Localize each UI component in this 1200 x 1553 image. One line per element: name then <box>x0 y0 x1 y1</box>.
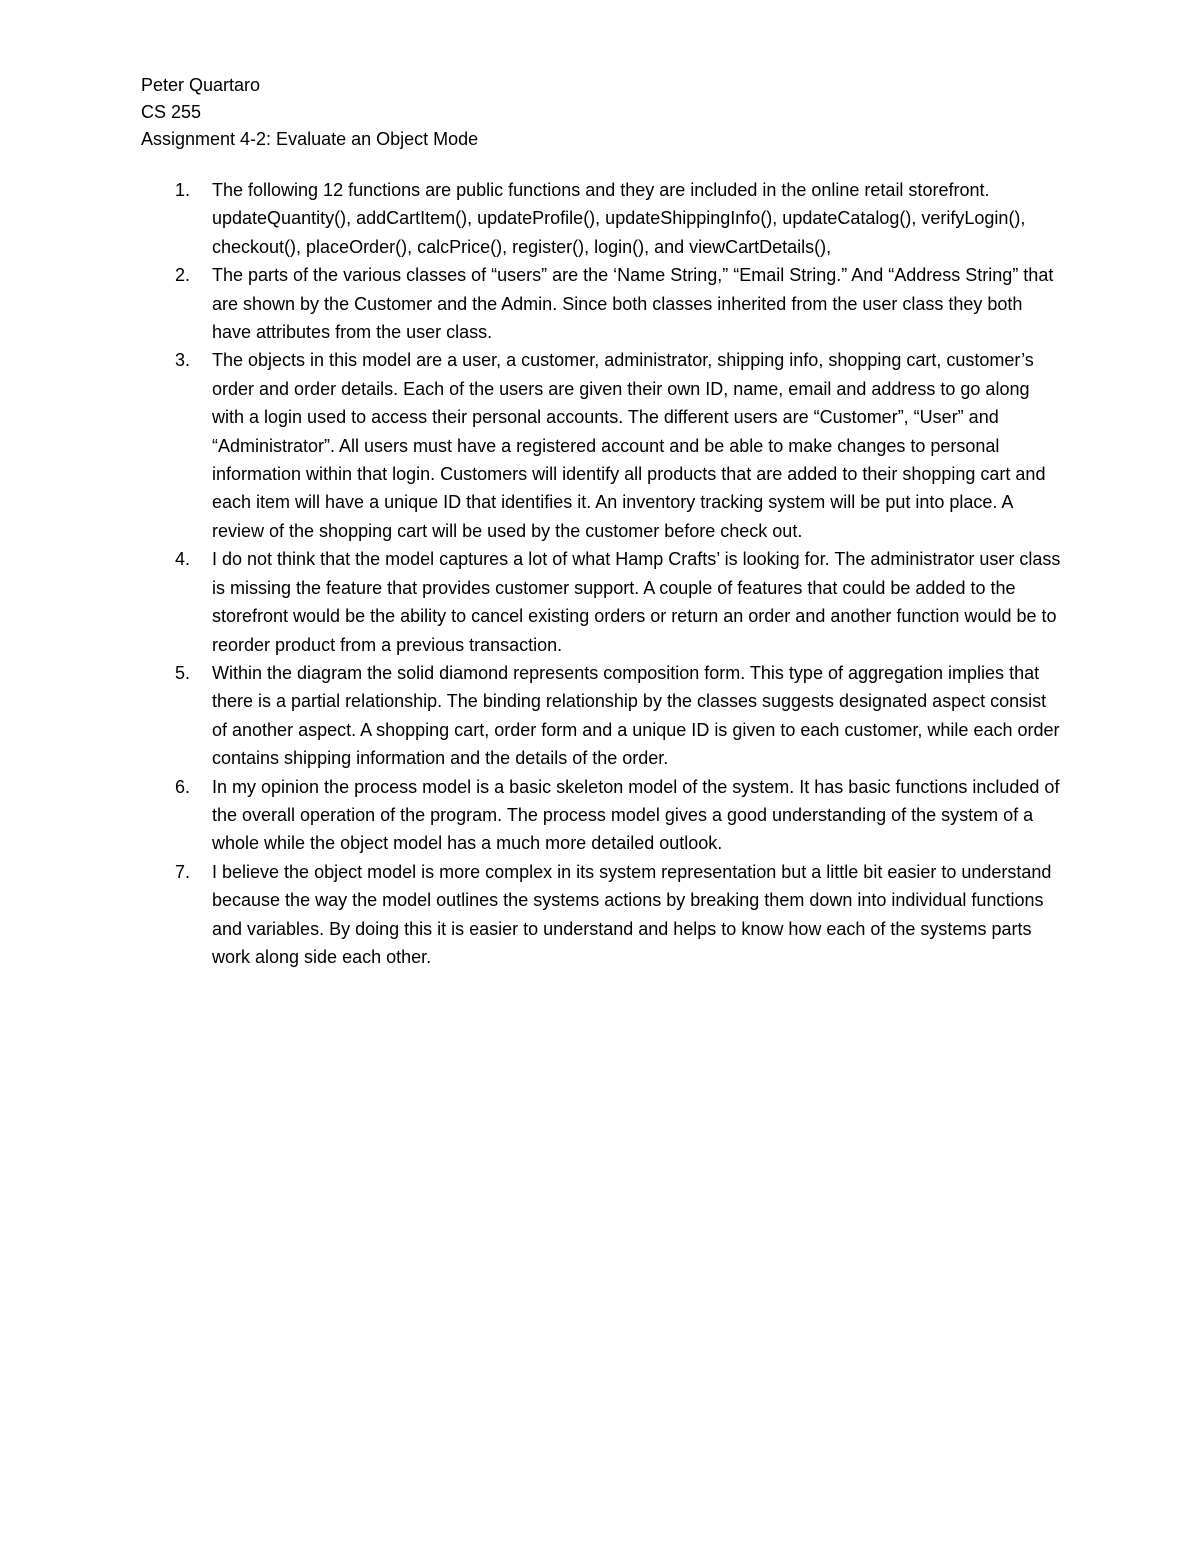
answer-text-6: In my opinion the process model is a basic skeleton model of the system. It has basic functions included of the overall operation of the program. The process model gives a good understanding of the system of a whole while the object model has a much more detailed outlook. <box>212 776 1060 854</box>
answer-text-2: The parts of the various classes of “users” are the ‘Name String,” “Email String.” And “Address String” that are shown by the Customer and the Admin. Since both classes inherited from the user class they both have attributes from the user class. <box>212 265 1054 343</box>
document-header <box>141 72 1081 153</box>
answer-item-4 <box>141 545 1066 659</box>
answer-number-3: 3. <box>175 350 191 371</box>
answer-text-4: I do not think that the model captures a lot of what Hamp Crafts’ is looking for. The administrator user class is missing the feature that provides customer support. A couple of features that could be added to the storefront would be the ability to cancel existing orders or return an order and another function would be to reorder product from a previous transaction. <box>212 549 1061 655</box>
author-name: Peter Quartaro <box>141 75 261 95</box>
answer-number-6: 6. <box>175 776 191 797</box>
answer-item-5 <box>141 659 1066 773</box>
assignment-title: Assignment 4-2: Evaluate an Object Mode <box>141 129 479 149</box>
answer-list <box>141 176 1066 971</box>
answer-text-1: The following 12 functions are public functions and they are included in the online retail storefront. updateQuantity(), addCartItem(), updateProfile(), updateShippingInfo(), updateCatalog(), verifyLogin(), checkout(), placeOrder(), calcPrice(), register(), login(), and viewCartDetails(), <box>212 180 1026 257</box>
answer-text-3: The objects in this model are a user, a customer, administrator, shipping info, shopping cart, customer’s order and order details. Each of the users are given their own ID, name, email and address to go along with a login used to access their personal accounts. The different users are “Customer”, “User” and “Administrator”. All users must have a registered account and be able to make changes to personal information within that login. Customers will identify all products that are added to their shopping cart and each item will have a unique ID that identifies it. An inventory tracking system will be put into place. A review of the shopping cart will be used by the customer before check out. <box>212 350 1046 541</box>
answer-text-7: I believe the object model is more complex in its system representation but a little bit easier to understand because the way the model outlines the systems actions by breaking them down into individual functions and variables. By doing this it is easier to understand and helps to know how each of the systems parts work along side each other. <box>212 861 1052 967</box>
answer-number-4: 4. <box>175 549 191 570</box>
answer-item-3 <box>141 346 1066 545</box>
answer-number-7: 7. <box>175 861 191 882</box>
answer-item-7 <box>141 858 1066 972</box>
course-code: CS 255 <box>141 102 202 122</box>
answer-item-1 <box>141 176 1066 261</box>
answer-number-2: 2. <box>175 265 191 286</box>
answer-item-2 <box>141 261 1066 346</box>
answer-number-1: 1. <box>175 180 191 200</box>
answer-text-5: Within the diagram the solid diamond represents composition form. This type of aggregation implies that there is a partial relationship. The binding relationship by the classes suggests designated aspect consist of another aspect. A shopping cart, order form and a unique ID is given to each customer, while each order contains shipping information and the details of the order. <box>212 662 1060 769</box>
answer-number-5: 5. <box>175 662 191 683</box>
answer-item-6 <box>141 773 1066 858</box>
